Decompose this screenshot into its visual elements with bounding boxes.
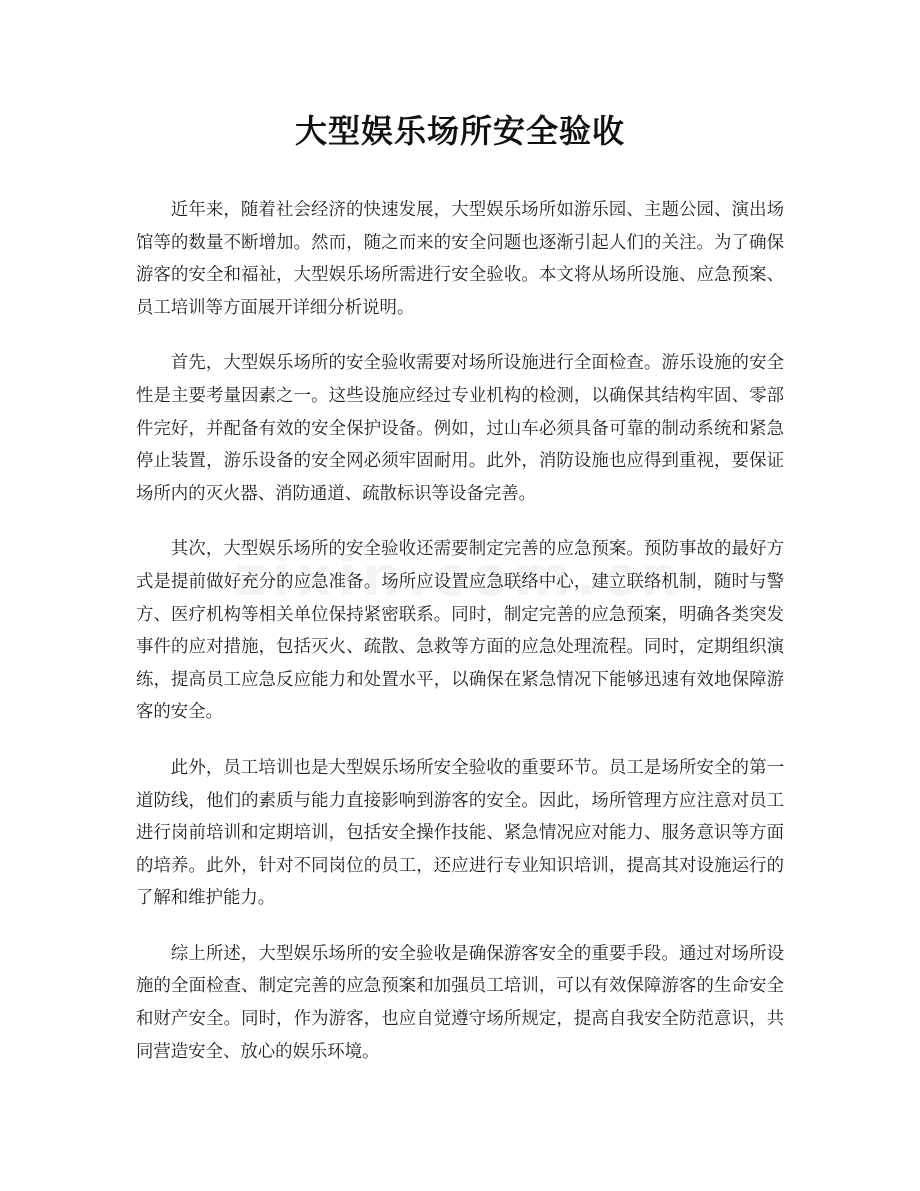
- paragraph-conclusion: 综上所述，大型娱乐场所的安全验收是确保游客安全的重要手段。通过对场所设施的全面检查、制定完善的应急预案和加强员工培训，可以有效保障游客的生命安全和财产安全。同时，作为游客，也应自觉遵守场所规定，提高自我安全防范意识，共同营造安全、放心的娱乐环境。: [136, 943, 784, 1062]
- paragraph-emergency-plan: 其次，大型娱乐场所的安全验收还需要制定完善的应急预案。预防事故的最好方式是提前做好充分的应急准备。场所应设置应急联络中心，建立联络机制，随时与警方、医疗机构等相关单位保持紧密联系。同时，制定完善的应急预案，明确各类突发事件的应对措施，包括灭火、疏散、急救等方面的应急处理流程。同时，定期组织演练，提高员工应急反应能力和处置水平，以确保在紧急情况下能够迅速有效地保障游客的安全。: [136, 539, 784, 723]
- paragraph-facilities: 首先，大型娱乐场所的安全验收需要对场所设施进行全面检查。游乐设施的安全性是主要考量因素之一。这些设施应经过专业机构的检测，以确保其结构牢固、零部件完好，并配备有效的安全保护设备。例如，过山车必须具备可靠的制动系统和紧急停止装置，游乐设备的安全网必须牢固耐用。此外，消防设施也应得到重视，要保证场所内的灭火器、消防通道、疏散标识等设备完善。: [136, 353, 784, 504]
- paragraph-intro: 近年来，随着社会经济的快速发展，大型娱乐场所如游乐园、主题公园、演出场馆等的数量不断增加。然而，随之而来的安全问题也逐渐引起人们的关注。为了确保游客的安全和福祉，大型娱乐场所需进行安全验收。本文将从场所设施、应急预案、员工培训等方面展开详细分析说明。: [136, 200, 784, 318]
- document-title: 大型娱乐场所安全验收: [294, 112, 625, 150]
- paragraph-staff-training: 此外，员工培训也是大型娱乐场所安全验收的重要环节。员工是场所安全的第一道防线，他们的素质与能力直接影响到游客的安全。因此，场所管理方应注意对员工进行岗前培训和定期培训，包括安全操作技能、紧急情况应对能力、服务意识等方面的培养。此外，针对不同岗位的员工，还应进行专业知识培训，提高其对设施运行的了解和维护能力。: [136, 757, 784, 909]
